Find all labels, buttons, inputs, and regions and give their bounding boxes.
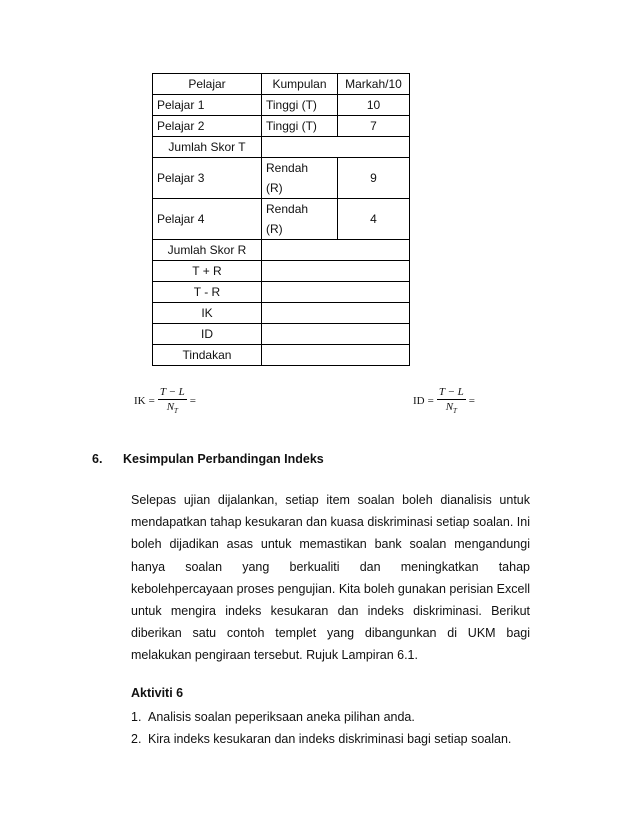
kumpulan-line: Rendah bbox=[266, 202, 309, 216]
id-equals-2: = bbox=[468, 394, 476, 407]
summary-row bbox=[153, 261, 410, 282]
id-fraction bbox=[437, 386, 466, 415]
activity-heading: Aktiviti 6 bbox=[131, 686, 184, 700]
summary-row bbox=[153, 345, 410, 366]
summary-value bbox=[262, 282, 410, 303]
ik-den-sub: T bbox=[174, 407, 178, 416]
id-den-base: N bbox=[445, 401, 454, 413]
ik-equals: = bbox=[148, 394, 155, 407]
kumpulan-cell: Tinggi (T) bbox=[262, 95, 338, 116]
id-label: ID bbox=[413, 394, 425, 407]
list-item bbox=[131, 708, 511, 730]
summary-label: T + R bbox=[153, 261, 262, 282]
kumpulan-line: (R) bbox=[266, 222, 283, 236]
pelajar-cell: Pelajar 4 bbox=[153, 199, 262, 240]
section-paragraph: Selepas ujian dijalankan, setiap item soalan boleh dianalisis untuk mendapatkan tahap kesukaran dan kuasa diskriminasi setiap soalan. Ini boleh dijadikan asas untuk memastikan bank soalan mengandungi hanya soalan yang berkualiti dan meningkatkan tahap kebolehpercayaan proses pengujian. Kita boleh gunakan perisian Excell untuk mengira indeks kesukaran dan indeks diskriminasi. Berikut diberikan satu contoh templet yang dibangunkan di UKM bagi melakukan pengiraan tersebut. Rujuk Lampiran 6.1. bbox=[131, 493, 530, 663]
jumlah-t-row bbox=[153, 137, 410, 158]
id-equals: = bbox=[427, 394, 434, 407]
pelajar-cell: Pelajar 3 bbox=[153, 158, 262, 199]
kumpulan-line: (R) bbox=[266, 181, 283, 195]
score-table bbox=[152, 73, 410, 366]
summary-value bbox=[262, 324, 410, 345]
table-row bbox=[153, 95, 410, 116]
ik-numerator: T − L bbox=[159, 386, 185, 398]
kumpulan-cell bbox=[262, 158, 338, 199]
id-numerator: T − L bbox=[438, 386, 464, 398]
id-den-sub: T bbox=[453, 407, 457, 416]
ik-den-base: N bbox=[166, 401, 175, 413]
kumpulan-cell bbox=[262, 199, 338, 240]
header-markah: Markah/10 bbox=[338, 74, 410, 95]
markah-cell: 7 bbox=[338, 116, 410, 137]
summary-row bbox=[153, 324, 410, 345]
summary-row bbox=[153, 282, 410, 303]
list-item-number: 2. bbox=[131, 732, 142, 746]
markah-cell: 4 bbox=[338, 199, 410, 240]
markah-cell: 9 bbox=[338, 158, 410, 199]
list-item-text: Kira indeks kesukaran dan indeks diskriminasi bagi setiap soalan. bbox=[148, 732, 512, 746]
table-row bbox=[153, 158, 410, 199]
section-title: Kesimpulan Perbandingan Indeks bbox=[123, 452, 324, 466]
summary-label: T - R bbox=[153, 282, 262, 303]
jumlah-t-label: Jumlah Skor T bbox=[153, 137, 262, 158]
summary-label: Tindakan bbox=[153, 345, 262, 366]
jumlah-r-label: Jumlah Skor R bbox=[153, 240, 262, 261]
table-row bbox=[153, 199, 410, 240]
pelajar-cell: Pelajar 2 bbox=[153, 116, 262, 137]
ik-fraction bbox=[158, 386, 187, 415]
jumlah-t-value bbox=[262, 137, 410, 158]
summary-label: IK bbox=[153, 303, 262, 324]
section-number: 6. bbox=[92, 452, 103, 466]
summary-row bbox=[153, 303, 410, 324]
table-header-row bbox=[153, 74, 410, 95]
ik-formula bbox=[134, 386, 196, 415]
ik-denominator bbox=[167, 400, 178, 415]
jumlah-r-row bbox=[153, 240, 410, 261]
ik-label: IK bbox=[134, 394, 146, 407]
kumpulan-cell: Tinggi (T) bbox=[262, 116, 338, 137]
activity-list bbox=[131, 708, 511, 752]
kumpulan-line: Rendah bbox=[266, 161, 309, 175]
pelajar-cell: Pelajar 1 bbox=[153, 95, 262, 116]
ik-equals-2: = bbox=[189, 394, 197, 407]
table-row bbox=[153, 116, 410, 137]
summary-label: ID bbox=[153, 324, 262, 345]
list-item-number: 1. bbox=[131, 710, 142, 724]
summary-value bbox=[262, 261, 410, 282]
id-formula bbox=[413, 386, 475, 415]
id-denominator bbox=[446, 400, 457, 415]
header-pelajar: Pelajar bbox=[153, 74, 262, 95]
summary-value bbox=[262, 303, 410, 324]
header-kumpulan: Kumpulan bbox=[262, 74, 338, 95]
jumlah-r-value bbox=[262, 240, 410, 261]
list-item bbox=[131, 730, 511, 752]
summary-value bbox=[262, 345, 410, 366]
markah-cell: 10 bbox=[338, 95, 410, 116]
list-item-text: Analisis soalan peperiksaan aneka pilihan anda. bbox=[148, 710, 415, 724]
